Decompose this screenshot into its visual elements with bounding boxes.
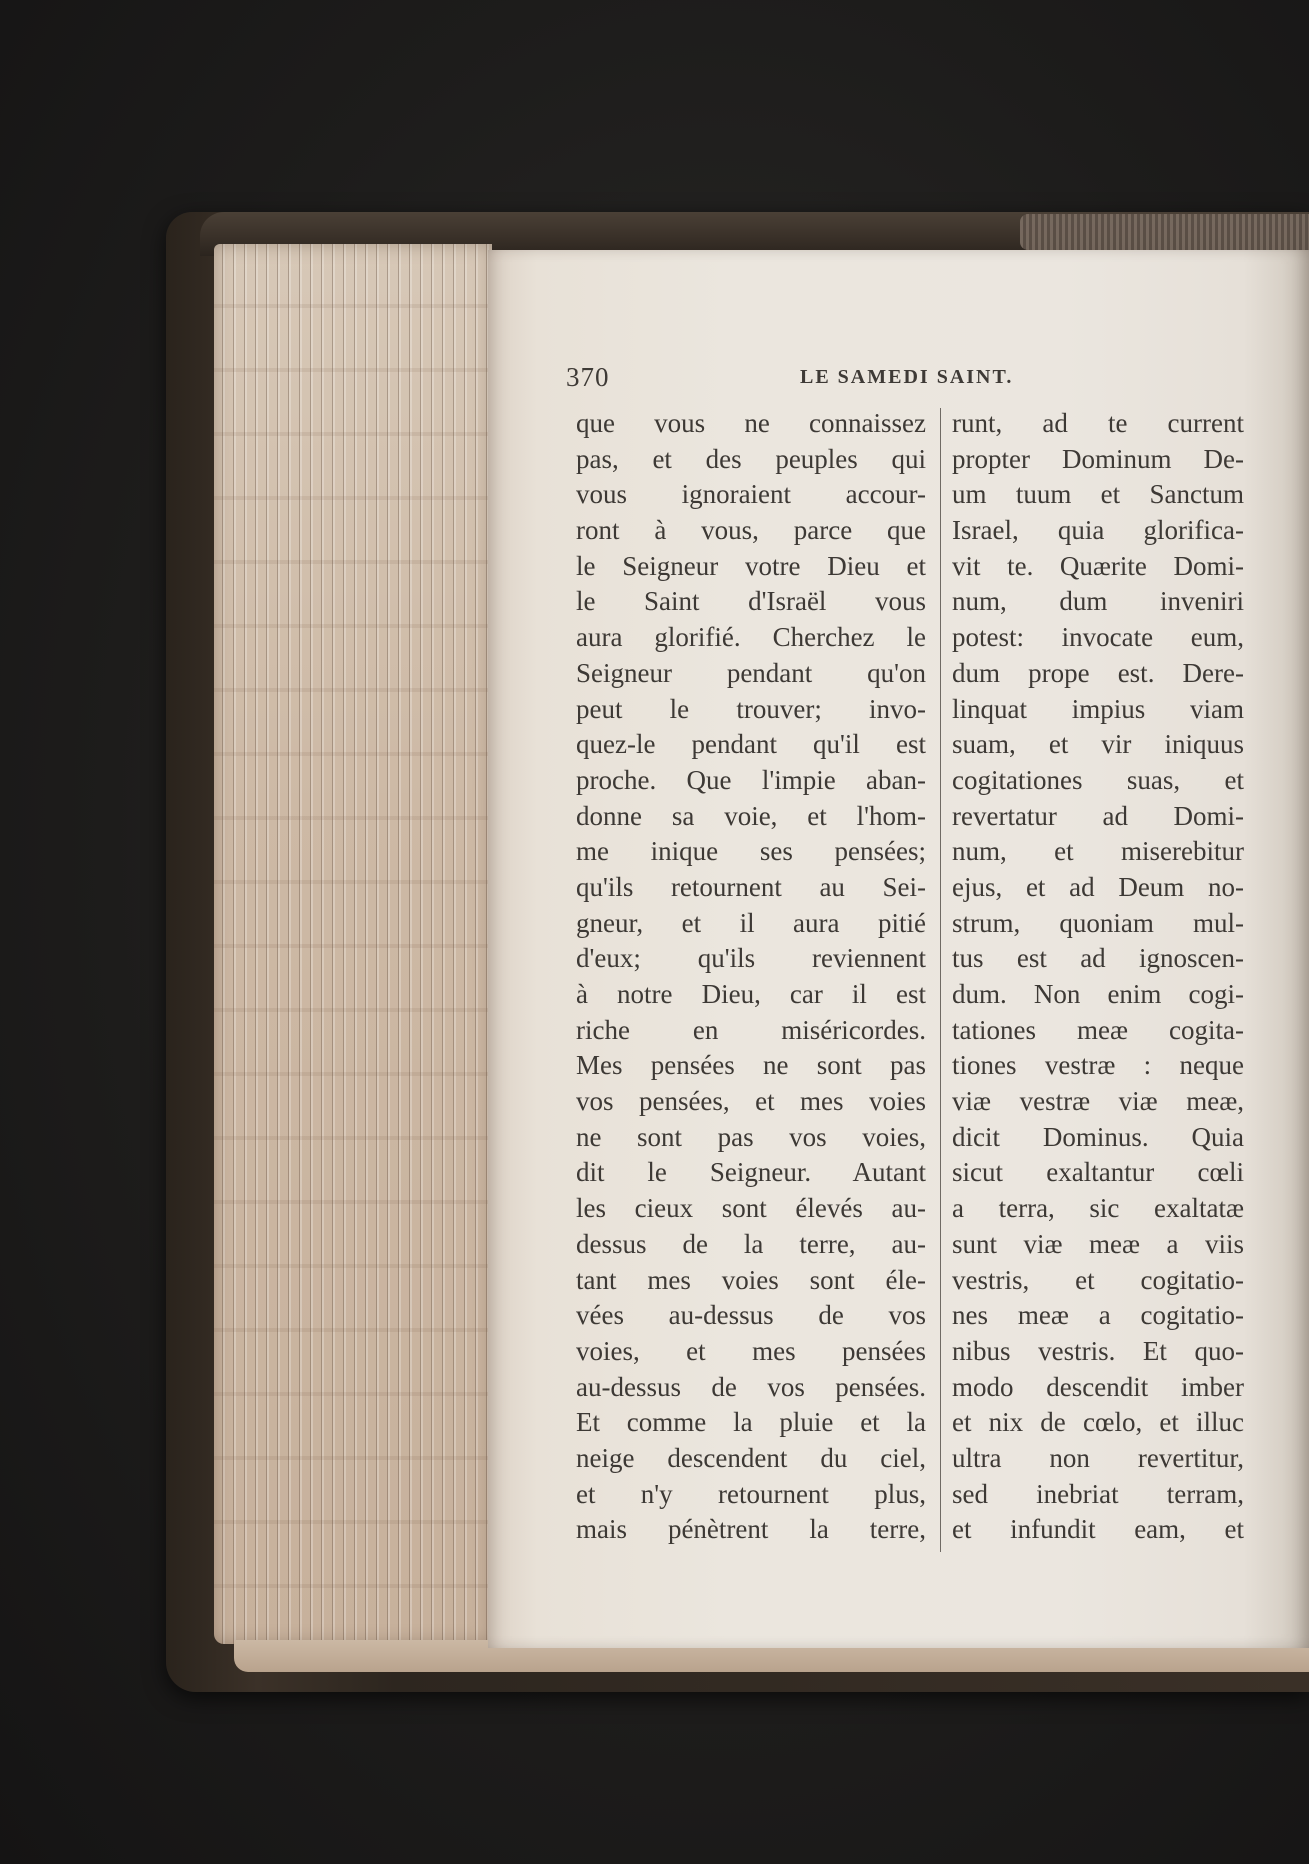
text-line: vit te. Quærite Domi- — [952, 550, 1244, 581]
text-line: Seigneur pendant qu'on — [576, 657, 926, 688]
text-line: ne sont pas vos voies, — [576, 1121, 926, 1152]
text-line: num, dum inveniri — [952, 586, 1244, 617]
text-line: tiones vestræ : neque — [952, 1050, 1244, 1081]
text-line: nes meæ a cogitatio- — [952, 1300, 1244, 1331]
text-line: potest: invocate eum, — [952, 622, 1244, 653]
spine-binding — [1020, 214, 1309, 250]
text-line: les cieux sont élevés au- — [576, 1193, 926, 1224]
text-line: riche en miséricordes. — [576, 1014, 926, 1045]
text-line: tant mes voies sont éle- — [576, 1264, 926, 1295]
text-line: propter Dominum De- — [952, 443, 1244, 474]
text-line: proche. Que l'impie aban- — [576, 764, 926, 795]
text-line: Israel, quia glorifica- — [952, 515, 1244, 546]
page-edges-stack — [214, 244, 492, 1644]
text-line: dessus de la terre, au- — [576, 1228, 926, 1259]
text-line: vos pensées, et mes voies — [576, 1086, 926, 1117]
text-line: au-dessus de vos pensées. — [576, 1371, 926, 1402]
text-line: um tuum et Sanctum — [952, 479, 1244, 510]
text-line: vestris, et cogitatio- — [952, 1264, 1244, 1295]
text-line: me inique ses pensées; — [576, 836, 926, 867]
text-line: et n'y retournent plus, — [576, 1478, 926, 1509]
text-line: modo descendit imber — [952, 1371, 1244, 1402]
text-line: viæ vestræ viæ meæ, — [952, 1086, 1244, 1117]
text-line: runt, ad te current — [952, 408, 1244, 438]
text-line: d'eux; qu'ils reviennent — [576, 943, 926, 974]
text-line: dum prope est. Dere- — [952, 657, 1244, 688]
left-column-french — [576, 406, 926, 1548]
text-line: le Seigneur votre Dieu et — [576, 550, 926, 581]
text-line: tus est ad ignoscen- — [952, 943, 1244, 974]
text-line: le Saint d'Israël vous — [576, 586, 926, 617]
text-line: et infundit eam, et — [952, 1514, 1244, 1545]
page-number: 370 — [566, 362, 610, 392]
page-header — [566, 362, 1032, 398]
text-line: vous ignoraient accour- — [576, 479, 926, 510]
text-line: sicut exaltantur cœli — [952, 1157, 1244, 1188]
text-line: sed inebriat terram, — [952, 1478, 1244, 1509]
text-line: peut le trouver; invo- — [576, 693, 926, 724]
text-line: suam, et vir iniquus — [952, 729, 1244, 760]
text-line: ultra non revertitur, — [952, 1442, 1244, 1473]
text-line: vées au-dessus de vos — [576, 1300, 926, 1331]
text-line: dum. Non enim cogi- — [952, 979, 1244, 1009]
column-divider — [940, 408, 941, 1552]
text-line: Et comme la pluie et la — [576, 1407, 926, 1438]
text-line: neige descendent du ciel, — [576, 1442, 926, 1473]
text-line: voies, et mes pensées — [576, 1335, 926, 1366]
text-line: dicit Dominus. Quia — [952, 1121, 1244, 1152]
text-line: et nix de cœlo, et illuc — [952, 1407, 1244, 1438]
text-line: sunt viæ meæ a viis — [952, 1228, 1244, 1259]
text-line: strum, quoniam mul- — [952, 907, 1244, 938]
text-line: linquat impius viam — [952, 693, 1244, 724]
text-line: a terra, sic exaltatæ — [952, 1193, 1244, 1224]
right-column-latin — [952, 406, 1244, 1548]
text-line: pas, et des peuples qui — [576, 443, 926, 474]
text-line: ront à vous, parce que — [576, 515, 926, 546]
text-line: qu'ils retournent au Sei- — [576, 871, 926, 902]
text-line: dit le Seigneur. Autant — [576, 1157, 926, 1188]
text-line: quez-le pendant qu'il est — [576, 729, 926, 760]
running-head: LE SAMEDI SAINT. — [800, 366, 1014, 388]
text-line: Mes pensées ne sont pas — [576, 1050, 926, 1081]
text-line: nibus vestris. Et quo- — [952, 1335, 1244, 1366]
text-line: num, et miserebitur — [952, 836, 1244, 867]
text-line: que vous ne connaissez — [576, 408, 926, 438]
text-line: donne sa voie, et l'hom- — [576, 800, 926, 831]
text-line: tationes meæ cogita- — [952, 1014, 1244, 1045]
text-line: aura glorifié. Cherchez le — [576, 622, 926, 653]
text-line: cogitationes suas, et — [952, 764, 1244, 795]
text-line: à notre Dieu, car il est — [576, 979, 926, 1009]
text-line: ejus, et ad Deum no- — [952, 871, 1244, 902]
text-line: mais pénètrent la terre, — [576, 1514, 926, 1545]
text-line: gneur, et il aura pitié — [576, 907, 926, 938]
text-line: revertatur ad Domi- — [952, 800, 1244, 831]
